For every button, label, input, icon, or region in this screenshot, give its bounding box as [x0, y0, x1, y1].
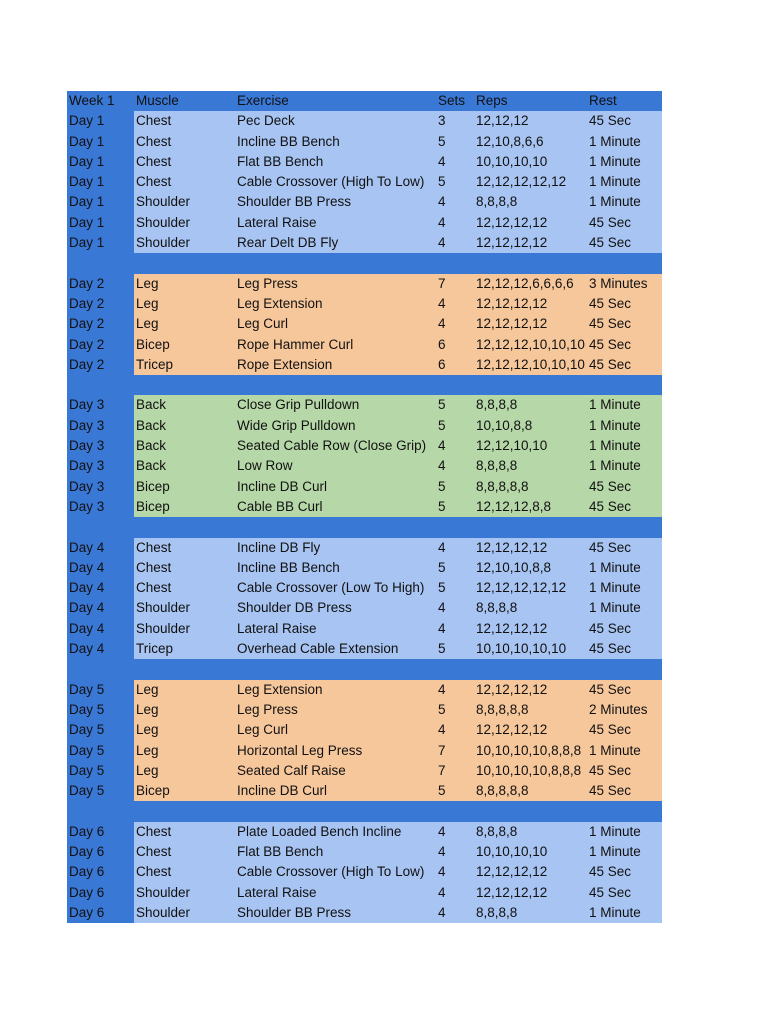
table-row [67, 111, 662, 131]
cell-muscle: Back [134, 436, 235, 456]
header-row [67, 91, 662, 111]
cell-sets: 4 [436, 233, 474, 253]
cell-day: Day 2 [67, 335, 134, 355]
group-separator [67, 375, 662, 395]
table-row [67, 639, 662, 659]
cell-muscle: Chest [134, 558, 235, 578]
cell-sets: 5 [436, 558, 474, 578]
table-row [67, 538, 662, 558]
cell-exercise: Wide Grip Pulldown [235, 416, 436, 436]
cell-sets: 3 [436, 111, 474, 131]
cell-muscle: Back [134, 416, 235, 436]
cell-day: Day 2 [67, 355, 134, 375]
cell-reps: 8,8,8,8 [474, 903, 587, 923]
cell-muscle: Leg [134, 274, 235, 294]
cell-rest: 45 Sec [587, 294, 662, 314]
cell-day: Day 6 [67, 842, 134, 862]
cell-day: Day 4 [67, 639, 134, 659]
cell-sets: 4 [436, 720, 474, 740]
cell-day: Day 4 [67, 538, 134, 558]
cell-muscle: Tricep [134, 355, 235, 375]
cell-rest: 45 Sec [587, 355, 662, 375]
cell-sets: 4 [436, 883, 474, 903]
cell-muscle: Bicep [134, 497, 235, 517]
cell-exercise: Leg Extension [235, 680, 436, 700]
cell-muscle: Chest [134, 111, 235, 131]
group-separator [67, 253, 662, 273]
cell-reps: 12,12,12,12 [474, 619, 587, 639]
cell-rest: 45 Sec [587, 619, 662, 639]
workout-table [67, 91, 662, 923]
cell-reps: 8,8,8,8 [474, 192, 587, 212]
cell-exercise: Shoulder BB Press [235, 192, 436, 212]
cell-exercise: Low Row [235, 456, 436, 476]
table-row [67, 700, 662, 720]
cell-rest: 1 Minute [587, 558, 662, 578]
cell-exercise: Leg Extension [235, 294, 436, 314]
cell-muscle: Leg [134, 720, 235, 740]
cell-day: Day 3 [67, 497, 134, 517]
cell-day: Day 3 [67, 456, 134, 476]
cell-rest: 1 Minute [587, 456, 662, 476]
cell-sets: 5 [436, 497, 474, 517]
cell-reps: 10,10,10,10 [474, 152, 587, 172]
cell-rest: 1 Minute [587, 395, 662, 415]
table-row [67, 862, 662, 882]
cell-rest: 45 Sec [587, 538, 662, 558]
cell-muscle: Bicep [134, 335, 235, 355]
cell-reps: 12,12,12,12 [474, 883, 587, 903]
cell-rest: 45 Sec [587, 781, 662, 801]
table-row [67, 314, 662, 334]
cell-muscle: Shoulder [134, 883, 235, 903]
cell-exercise: Seated Cable Row (Close Grip) [235, 436, 436, 456]
cell-reps: 12,12,12,12 [474, 862, 587, 882]
table-row [67, 132, 662, 152]
cell-rest: 45 Sec [587, 761, 662, 781]
group-separator [67, 659, 662, 679]
cell-reps: 10,10,8,8 [474, 416, 587, 436]
cell-sets: 5 [436, 395, 474, 415]
cell-rest: 45 Sec [587, 497, 662, 517]
cell-reps: 8,8,8,8,8 [474, 700, 587, 720]
cell-sets: 7 [436, 761, 474, 781]
cell-rest: 1 Minute [587, 598, 662, 618]
cell-sets: 4 [436, 680, 474, 700]
cell-sets: 5 [436, 578, 474, 598]
cell-muscle: Shoulder [134, 213, 235, 233]
cell-sets: 5 [436, 477, 474, 497]
cell-rest: 45 Sec [587, 862, 662, 882]
cell-muscle: Shoulder [134, 598, 235, 618]
cell-reps: 12,10,10,8,8 [474, 558, 587, 578]
cell-sets: 5 [436, 416, 474, 436]
cell-day: Day 5 [67, 720, 134, 740]
cell-exercise: Cable Crossover (High To Low) [235, 862, 436, 882]
cell-exercise: Cable Crossover (Low To High) [235, 578, 436, 598]
cell-muscle: Chest [134, 578, 235, 598]
cell-exercise: Cable BB Curl [235, 497, 436, 517]
cell-day: Day 3 [67, 416, 134, 436]
cell-day: Day 4 [67, 578, 134, 598]
table-row [67, 274, 662, 294]
cell-muscle: Tricep [134, 639, 235, 659]
cell-rest: 1 Minute [587, 842, 662, 862]
cell-reps: 8,8,8,8 [474, 456, 587, 476]
cell-reps: 12,12,12,12 [474, 314, 587, 334]
cell-day: Day 2 [67, 314, 134, 334]
cell-day: Day 3 [67, 477, 134, 497]
cell-sets: 4 [436, 213, 474, 233]
cell-day: Day 5 [67, 741, 134, 761]
cell-exercise: Lateral Raise [235, 619, 436, 639]
cell-muscle: Leg [134, 680, 235, 700]
table-row [67, 233, 662, 253]
cell-muscle: Leg [134, 700, 235, 720]
cell-exercise: Shoulder BB Press [235, 903, 436, 923]
cell-rest: 1 Minute [587, 132, 662, 152]
cell-rest: 1 Minute [587, 436, 662, 456]
table-row [67, 680, 662, 700]
cell-muscle: Chest [134, 822, 235, 842]
table-row [67, 781, 662, 801]
cell-rest: 45 Sec [587, 314, 662, 334]
cell-reps: 12,12,12,6,6,6,6 [474, 274, 587, 294]
cell-exercise: Leg Press [235, 274, 436, 294]
cell-exercise: Leg Curl [235, 720, 436, 740]
cell-day: Day 5 [67, 680, 134, 700]
cell-rest: 45 Sec [587, 720, 662, 740]
cell-muscle: Leg [134, 294, 235, 314]
table-row [67, 416, 662, 436]
cell-exercise: Leg Press [235, 700, 436, 720]
cell-sets: 5 [436, 700, 474, 720]
cell-day: Day 3 [67, 395, 134, 415]
table-row [67, 761, 662, 781]
cell-sets: 4 [436, 294, 474, 314]
table-row [67, 822, 662, 842]
cell-rest: 1 Minute [587, 578, 662, 598]
table-row [67, 456, 662, 476]
cell-rest: 45 Sec [587, 477, 662, 497]
cell-day: Day 6 [67, 903, 134, 923]
cell-sets: 5 [436, 639, 474, 659]
group-separator [67, 517, 662, 537]
cell-day: Day 1 [67, 172, 134, 192]
table-row [67, 883, 662, 903]
cell-exercise: Overhead Cable Extension [235, 639, 436, 659]
table-row [67, 172, 662, 192]
cell-exercise: Incline DB Curl [235, 781, 436, 801]
cell-exercise: Shoulder DB Press [235, 598, 436, 618]
cell-reps: 12,12,12,12 [474, 720, 587, 740]
cell-exercise: Incline BB Bench [235, 132, 436, 152]
cell-muscle: Chest [134, 862, 235, 882]
cell-rest: 3 Minutes [587, 274, 662, 294]
cell-sets: 4 [436, 192, 474, 212]
cell-reps: 8,8,8,8,8 [474, 781, 587, 801]
cell-day: Day 1 [67, 152, 134, 172]
cell-muscle: Chest [134, 172, 235, 192]
cell-sets: 4 [436, 456, 474, 476]
header-reps: Reps [476, 93, 508, 108]
cell-day: Day 5 [67, 781, 134, 801]
cell-rest: 45 Sec [587, 213, 662, 233]
table-row [67, 395, 662, 415]
cell-sets: 5 [436, 132, 474, 152]
cell-exercise: Plate Loaded Bench Incline [235, 822, 436, 842]
cell-sets: 4 [436, 822, 474, 842]
cell-exercise: Horizontal Leg Press [235, 741, 436, 761]
table-row [67, 152, 662, 172]
table-row [67, 619, 662, 639]
cell-muscle: Leg [134, 741, 235, 761]
cell-rest: 45 Sec [587, 639, 662, 659]
cell-exercise: Leg Curl [235, 314, 436, 334]
table-body [67, 111, 662, 923]
cell-sets: 6 [436, 355, 474, 375]
cell-rest: 45 Sec [587, 680, 662, 700]
cell-rest: 45 Sec [587, 111, 662, 131]
cell-exercise: Incline BB Bench [235, 558, 436, 578]
table-row [67, 436, 662, 456]
cell-reps: 12,12,12,12 [474, 680, 587, 700]
cell-rest: 1 Minute [587, 172, 662, 192]
cell-reps: 12,12,12,12 [474, 233, 587, 253]
cell-day: Day 1 [67, 213, 134, 233]
cell-muscle: Bicep [134, 781, 235, 801]
cell-reps: 8,8,8,8 [474, 598, 587, 618]
cell-reps: 10,10,10,10,8,8,8 [474, 761, 587, 781]
cell-reps: 8,8,8,8 [474, 395, 587, 415]
cell-exercise: Seated Calf Raise [235, 761, 436, 781]
cell-muscle: Shoulder [134, 192, 235, 212]
cell-exercise: Lateral Raise [235, 213, 436, 233]
cell-day: Day 1 [67, 233, 134, 253]
cell-reps: 12,12,12,12,12 [474, 578, 587, 598]
cell-reps: 10,10,10,10,8,8,8 [474, 741, 587, 761]
cell-day: Day 5 [67, 700, 134, 720]
table-row [67, 192, 662, 212]
cell-reps: 12,12,12,12 [474, 538, 587, 558]
cell-reps: 12,12,12 [474, 111, 587, 131]
cell-reps: 10,10,10,10 [474, 842, 587, 862]
cell-rest: 1 Minute [587, 192, 662, 212]
cell-muscle: Chest [134, 132, 235, 152]
cell-reps: 8,8,8,8 [474, 822, 587, 842]
cell-reps: 10,10,10,10,10 [474, 639, 587, 659]
cell-reps: 12,12,12,12,12 [474, 172, 587, 192]
table-row [67, 720, 662, 740]
cell-exercise: Flat BB Bench [235, 152, 436, 172]
cell-rest: 1 Minute [587, 741, 662, 761]
cell-sets: 7 [436, 741, 474, 761]
group-separator [67, 801, 662, 821]
cell-reps: 12,12,12,8,8 [474, 497, 587, 517]
table-row [67, 497, 662, 517]
table-row [67, 598, 662, 618]
cell-exercise: Incline DB Fly [235, 538, 436, 558]
cell-day: Day 2 [67, 274, 134, 294]
cell-reps: 12,12,12,12 [474, 213, 587, 233]
table-row [67, 903, 662, 923]
cell-muscle: Chest [134, 842, 235, 862]
cell-sets: 4 [436, 538, 474, 558]
header-week: Week 1 [69, 93, 115, 108]
cell-reps: 12,10,8,6,6 [474, 132, 587, 152]
cell-day: Day 3 [67, 436, 134, 456]
cell-sets: 4 [436, 436, 474, 456]
cell-muscle: Back [134, 456, 235, 476]
cell-exercise: Lateral Raise [235, 883, 436, 903]
cell-day: Day 4 [67, 619, 134, 639]
cell-muscle: Chest [134, 152, 235, 172]
cell-rest: 1 Minute [587, 822, 662, 842]
cell-sets: 4 [436, 598, 474, 618]
cell-reps: 12,12,12,12 [474, 294, 587, 314]
cell-rest: 45 Sec [587, 883, 662, 903]
cell-rest: 45 Sec [587, 335, 662, 355]
cell-rest: 1 Minute [587, 152, 662, 172]
cell-rest: 1 Minute [587, 416, 662, 436]
cell-muscle: Chest [134, 538, 235, 558]
table-row [67, 477, 662, 497]
cell-exercise: Pec Deck [235, 111, 436, 131]
cell-sets: 7 [436, 274, 474, 294]
cell-day: Day 1 [67, 192, 134, 212]
cell-muscle: Shoulder [134, 619, 235, 639]
cell-day: Day 1 [67, 132, 134, 152]
cell-day: Day 1 [67, 111, 134, 131]
cell-sets: 4 [436, 903, 474, 923]
cell-sets: 4 [436, 842, 474, 862]
cell-muscle: Bicep [134, 477, 235, 497]
cell-day: Day 6 [67, 883, 134, 903]
cell-day: Day 5 [67, 761, 134, 781]
cell-reps: 12,12,12,10,10,10 [474, 355, 587, 375]
cell-reps: 12,12,10,10 [474, 436, 587, 456]
cell-muscle: Leg [134, 314, 235, 334]
cell-exercise: Rear Delt DB Fly [235, 233, 436, 253]
cell-rest: 45 Sec [587, 233, 662, 253]
cell-day: Day 6 [67, 822, 134, 842]
cell-day: Day 4 [67, 598, 134, 618]
cell-rest: 1 Minute [587, 903, 662, 923]
cell-exercise: Rope Hammer Curl [235, 335, 436, 355]
table-row [67, 558, 662, 578]
cell-exercise: Cable Crossover (High To Low) [235, 172, 436, 192]
cell-exercise: Close Grip Pulldown [235, 395, 436, 415]
cell-reps: 12,12,12,10,10,10 [474, 335, 587, 355]
table-row [67, 213, 662, 233]
cell-rest: 2 Minutes [587, 700, 662, 720]
table-row [67, 355, 662, 375]
cell-sets: 4 [436, 314, 474, 334]
cell-sets: 4 [436, 619, 474, 639]
header-muscle: Muscle [136, 93, 179, 108]
table-row [67, 578, 662, 598]
cell-exercise: Rope Extension [235, 355, 436, 375]
cell-day: Day 4 [67, 558, 134, 578]
cell-day: Day 6 [67, 862, 134, 882]
header-exercise: Exercise [237, 93, 289, 108]
table-row [67, 335, 662, 355]
cell-muscle: Leg [134, 761, 235, 781]
cell-sets: 4 [436, 862, 474, 882]
cell-day: Day 2 [67, 294, 134, 314]
table-row [67, 741, 662, 761]
table-row [67, 294, 662, 314]
cell-muscle: Shoulder [134, 233, 235, 253]
header-sets: Sets [438, 93, 466, 108]
cell-sets: 6 [436, 335, 474, 355]
table-row [67, 842, 662, 862]
cell-sets: 5 [436, 781, 474, 801]
cell-sets: 4 [436, 152, 474, 172]
header-rest: Rest [589, 93, 617, 108]
cell-muscle: Back [134, 395, 235, 415]
cell-sets: 5 [436, 172, 474, 192]
cell-exercise: Flat BB Bench [235, 842, 436, 862]
cell-reps: 8,8,8,8,8 [474, 477, 587, 497]
cell-muscle: Shoulder [134, 903, 235, 923]
cell-exercise: Incline DB Curl [235, 477, 436, 497]
